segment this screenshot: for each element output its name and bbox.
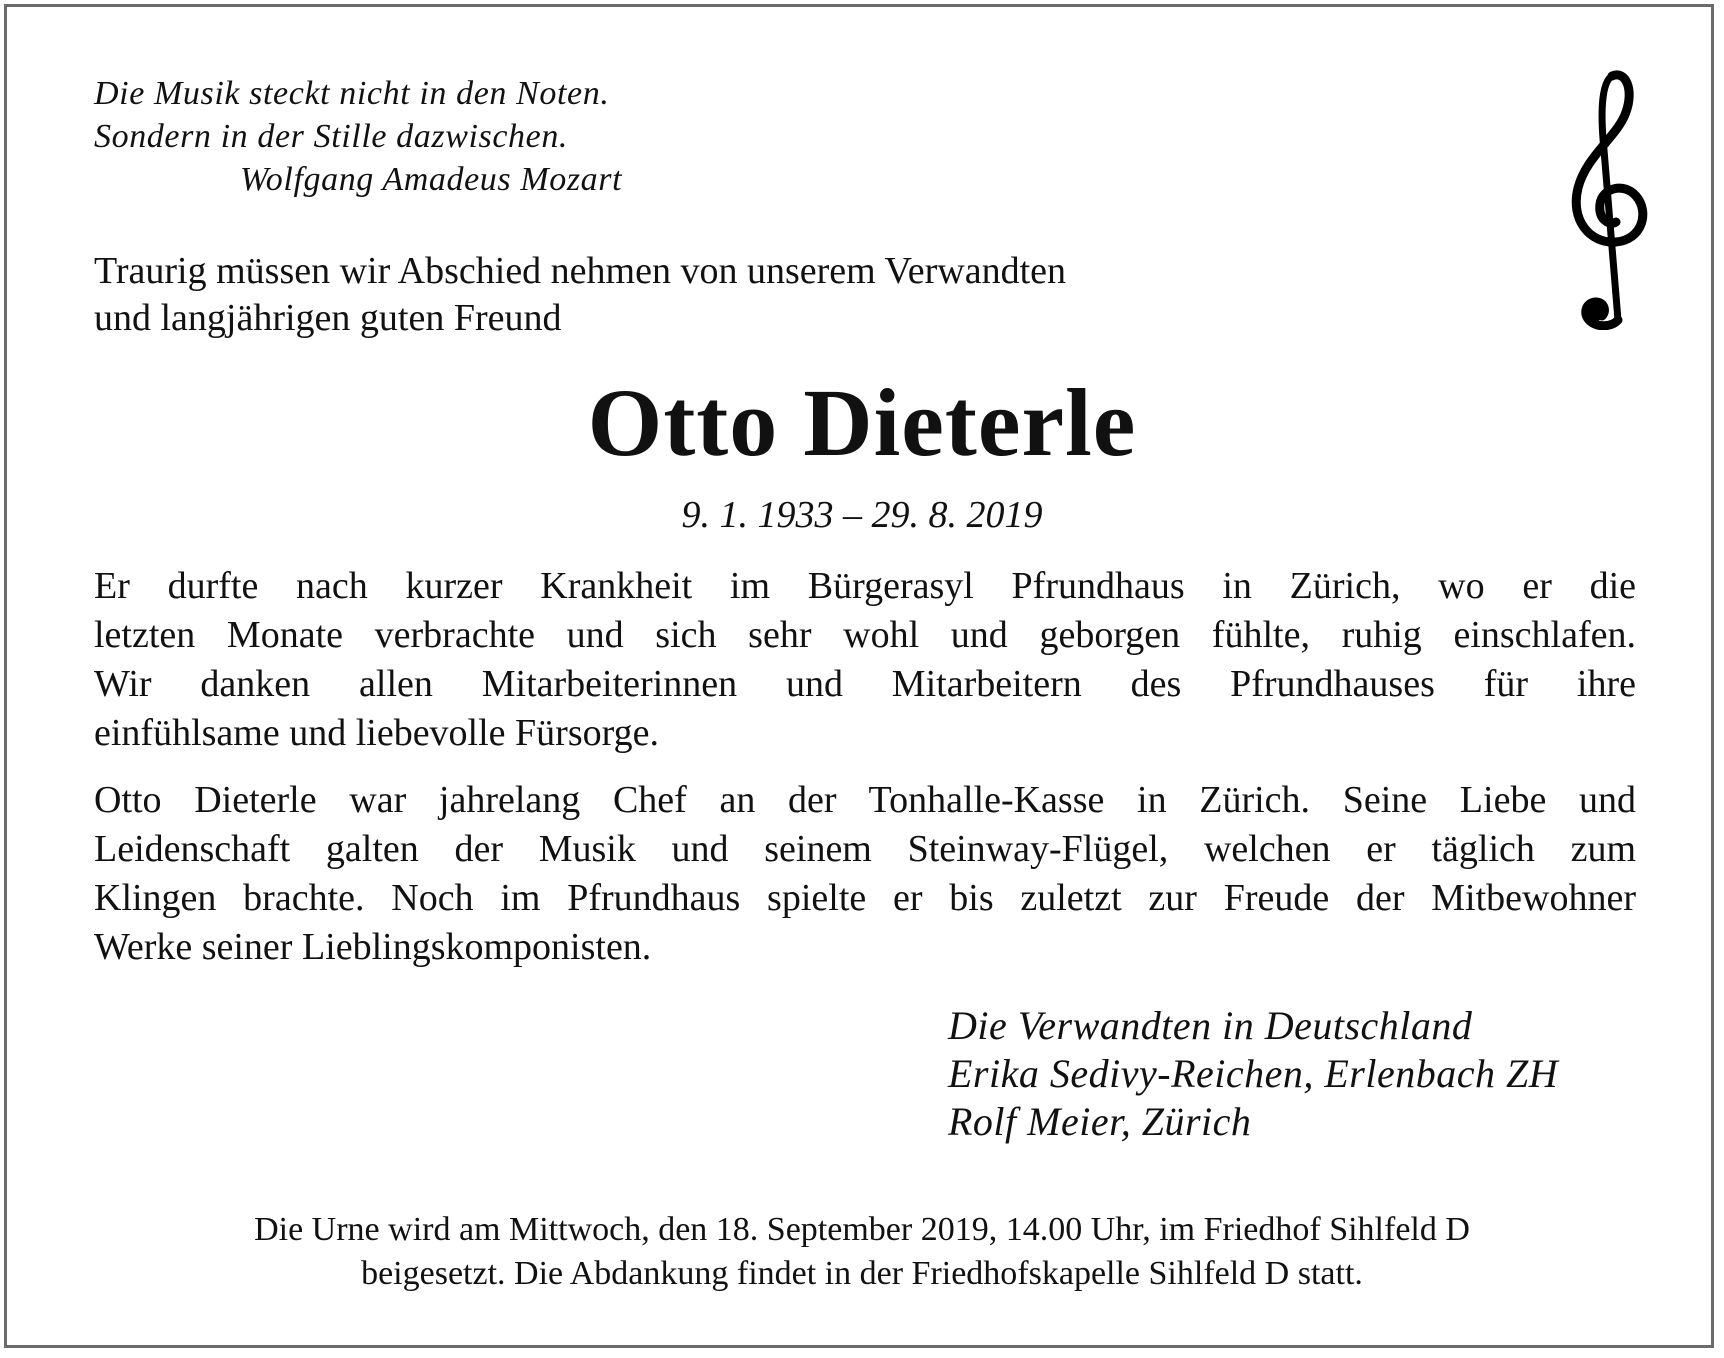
- paragraph-line: Werke seiner Lieblingskomponisten.: [94, 926, 652, 968]
- intro-text: [94, 248, 1066, 342]
- quote-author: Wolfgang Amadeus Mozart: [240, 161, 623, 198]
- signatory-line: Die Verwandten in Deutschland: [948, 1003, 1473, 1048]
- paragraph-line: einfühlsame und liebevolle Fürsorge.: [94, 712, 659, 754]
- life-dates: 9. 1. 1933 – 29. 8. 2019: [681, 494, 1043, 536]
- paragraph-line: Wir danken allen Mitarbeiterinnen und Mitarbeitern des Pfrundhauses für ihre: [94, 663, 1636, 705]
- intro-line: Traurig müssen wir Abschied nehmen von unserem Verwandten: [94, 250, 1067, 292]
- signatory-line: Rolf Meier, Zürich: [948, 1099, 1252, 1144]
- deceased-name: Otto Dieterle: [587, 369, 1137, 476]
- paragraph-line: letzten Monate verbrachte und sich sehr wohl und geborgen fühlte, ruhig einschlafen.: [94, 614, 1636, 656]
- intro-line: und langjährigen guten Freund: [94, 297, 562, 339]
- paragraph-line: Leidenschaft galten der Musik und seinem Steinway-Flügel, welchen er täglich zum: [94, 828, 1636, 870]
- signatories: [948, 1002, 1558, 1146]
- paragraph-line: Klingen brachte. Noch im Pfrundhaus spielte er bis zuletzt zur Freude der Mitbewohner: [94, 877, 1636, 919]
- quote-line: Die Musik steckt nicht in den Noten.: [94, 75, 610, 112]
- quote-block: [94, 72, 622, 201]
- funeral-details: [0, 1208, 1724, 1296]
- quote-line: Sondern in der Stille dazwischen.: [94, 118, 569, 155]
- paragraph-farewell: [94, 562, 1636, 758]
- treble-clef-icon: [1560, 70, 1660, 330]
- footer-line: Die Urne wird am Mittwoch, den 18. September 2019, 14.00 Uhr, im Friedhof Sihlfeld D: [254, 1211, 1470, 1248]
- footer-line: beigesetzt. Die Abdankung findet in der Friedhofskapelle Sihlfeld D statt.: [361, 1255, 1363, 1292]
- paragraph-line: Otto Dieterle war jahrelang Chef an der Tonhalle-Kasse in Zürich. Seine Liebe und: [94, 779, 1636, 821]
- paragraph-biography: [94, 776, 1636, 972]
- paragraph-line: Er durfte nach kurzer Krankheit im Bürgerasyl Pfrundhaus in Zürich, wo er die: [94, 565, 1636, 607]
- signatory-line: Erika Sedivy-Reichen, Erlenbach ZH: [948, 1051, 1559, 1096]
